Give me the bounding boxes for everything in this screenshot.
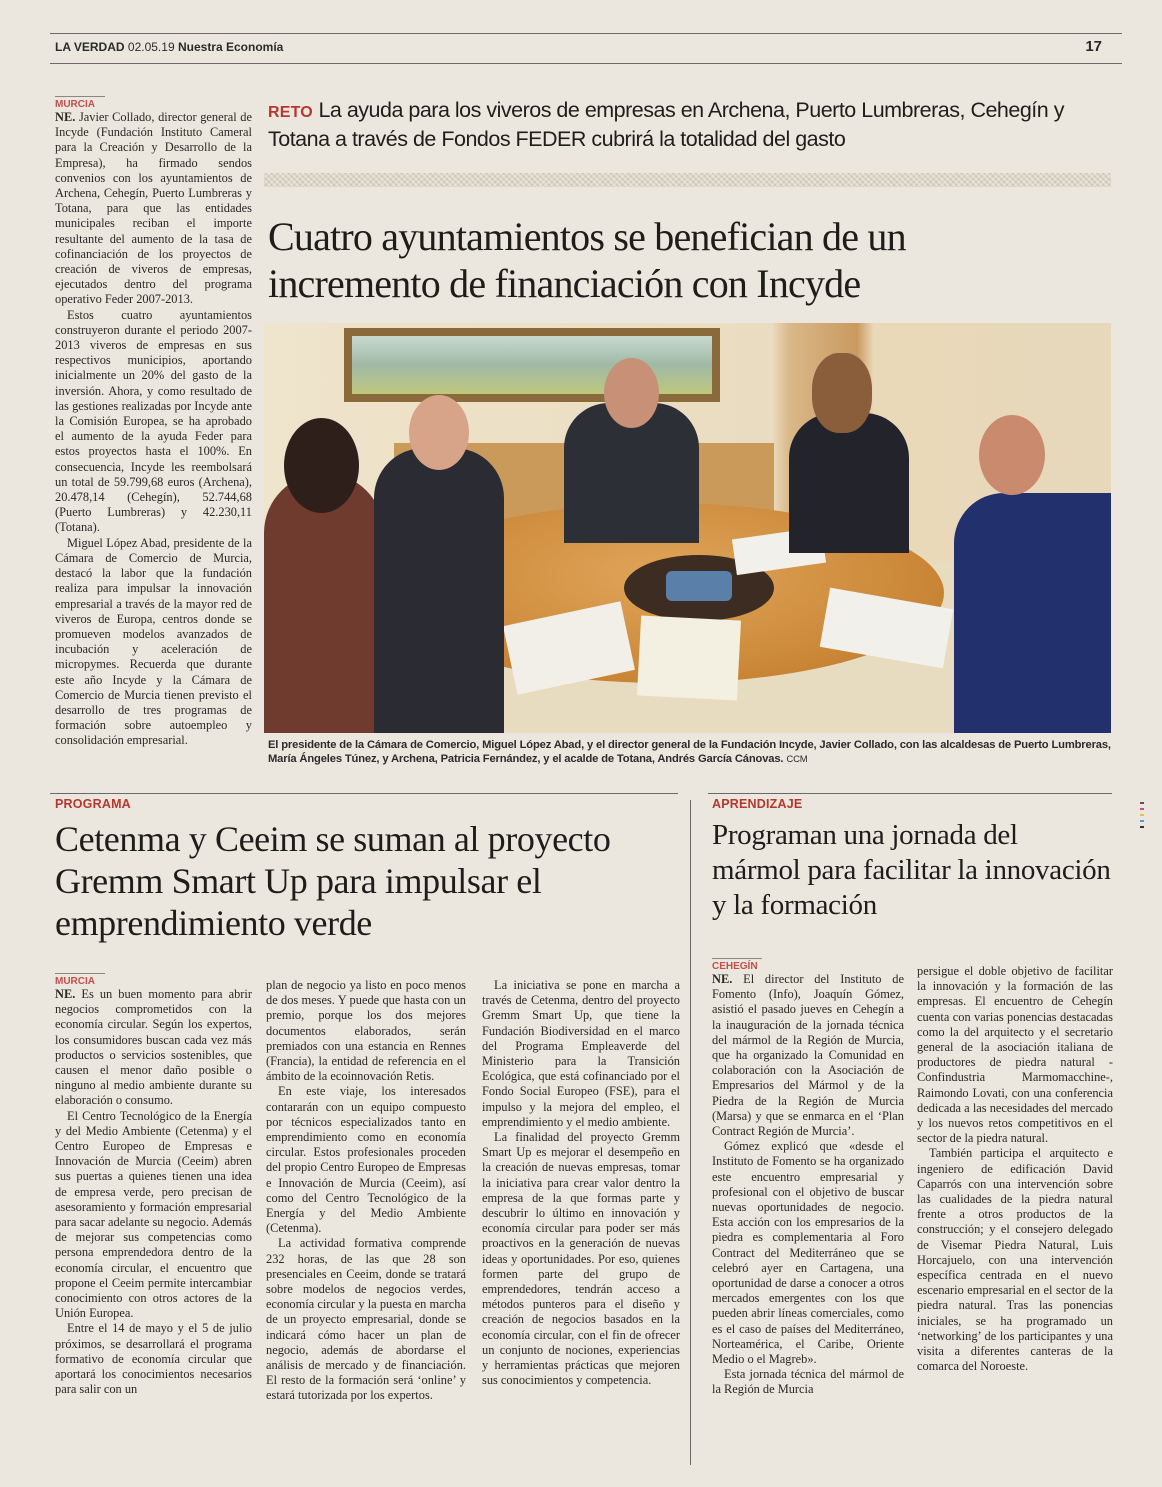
dateline: MURCIA: [55, 976, 95, 987]
section-rule: [708, 793, 1112, 794]
programa-col-3: [482, 978, 680, 1388]
running-header: [55, 40, 283, 54]
programa-headline: Cetenma y Ceeim se suman al proyecto Gremm Smart Up para impulsar el emprendimiento verde: [55, 819, 611, 943]
paragraph: NE. El director del Instituto de Fomento (Info), Joaquín Gómez, asistió el pasado jueves en Cehegín a la inauguración de la jornada técnica del mármol de la Región de Murcia, que ha organizado la Comunidad en colaboración con la Asociación de Empresarios del Mármol y de la Piedra de la Región de Murcia (Marsa) y que se enmarca en el ‘Plan Contract Región de Murcia’.: [712, 972, 904, 1139]
print-registration-marks: [1140, 798, 1144, 832]
paragraph: Entre el 14 de mayo y el 5 de julio próximos, se desarrollará el programa formativo de economía circular que aportará los conocimientos necesarios para salir con un: [55, 1321, 252, 1397]
glass-ashtray: [666, 571, 732, 601]
kicker-aprendizaje: APRENDIZAJE: [712, 797, 803, 811]
programa-col-2: [266, 978, 466, 1404]
publication-name: LA VERDAD: [55, 40, 125, 54]
paragraph: Gómez explicó que «desde el Instituto de Fomento se ha organizado este encuentro empresarial y profesional con el objetivo de buscar nuevas oportunidades de negocio. Esta acción con los empresarios de la piedra es complementaria al Foro Contract del Mediterráneo que se celebró ayer en Cartagena, una oportunidad de darse a conocer a otros mercados emergentes con los que pueden abrir líneas comerciales, como es el caso de países del Mediterráneo, Norteamérica, el Caribe, Oriente Medio o el Magreb».: [712, 1139, 904, 1367]
person-hair: [284, 418, 359, 513]
top-rule: [50, 33, 1122, 34]
aprendizaje-headline: Programan una jornada del mármol para facilitar la innovación y la formación: [712, 819, 1111, 921]
paragraph: NE. Es un buen momento para abrir negocios comprometidos con la economía circular. Según los expertos, los consumidores buscan cada vez más productos o servicios sostenibles, que causen el menor daño posible o ninguno al medio ambiente durante su elaboración o consumo.: [55, 987, 252, 1108]
main-article-body: [55, 96, 252, 749]
dateline: CEHEGÍN: [712, 961, 758, 972]
paragraph: persigue el doble objetivo de facilitar la innovación y la formación de las empresas. El encuentro de Cehegín cuenta con varias ponencias destacadas como la del arquitecto y el secretario general de la asociación italiana de productores de piedra natural -Confindustria Marmomacchine-, Raimondo Lovati, con una conferencia dedicada a las necesidades del mercado y los nuevos retos competitivos en el sector de la piedra natural.: [917, 964, 1113, 1146]
lead-tag: NE.: [712, 972, 733, 986]
dateline-rule: [55, 973, 105, 974]
header-bottom-rule: [50, 63, 1122, 64]
lead-tag: NE.: [55, 110, 76, 124]
paragraph: plan de negocio ya listo en poco menos de dos meses. Y puede que hasta con un premio, porque los dos mejores documentos elaborados, serán premiados con una estancia en Rennes (Francia), la entidad de referencia en el ámbito de la ecoinnovación Retis.: [266, 978, 466, 1084]
document: [637, 615, 741, 700]
meeting-photo: [264, 323, 1111, 733]
dateline-rule: [712, 958, 762, 959]
issue-date: 02.05.19: [127, 40, 175, 54]
photo-caption: El presidente de la Cámara de Comercio, Miguel López Abad, y el director general de la Fundación Incyde, Javier Collado, con las alcaldesas de Puerto Lumbreras, María Ángeles Túnez, y Archena, Patricia Fernández, y el acalde de Totana, Andrés García Cánovas. CCM: [268, 739, 1111, 765]
aprendizaje-col-1: [712, 958, 904, 1398]
paragraph: Miguel López Abad, presidente de la Cámara de Comercio de Murcia, destacó la labor que la fundación realiza para impulsar la innovación empresarial a través de la mayor red de viveros de Europa, centros donde se promueven modelos avanzados de incubación y aceleración de micropymes. Recuerda que durante este año Incyde y la Cámara de Comercio de Murcia tienen previsto el desarrollo de tres programas de formación sobre autoempleo y consolidación empresarial.: [55, 535, 252, 748]
paragraph: Esta jornada técnica del mármol de la Región de Murcia: [712, 1367, 904, 1397]
person-face: [979, 415, 1045, 495]
page-number: 17: [1085, 38, 1102, 55]
main-headline: Cuatro ayuntamientos se benefician de un incremento de financiación con Incyde: [268, 214, 906, 306]
paragraph: La iniciativa se pone en marcha a través de Cetenma, dentro del proyecto Gremm Smart Up, que tiene la Fundación Biodiversidad en el marco del Programa Empleaverde del Ministerio para la Transición Ecológica, que está cofinanciado por el Fondo Social Europeo (FSE), para el impulso y la mejora del empleo, el emprendimiento y el medio ambiente.: [482, 978, 680, 1129]
paragraph: La finalidad del proyecto Gremm Smart Up es mejorar el desempeño en la creación de nuevas empresas, tomar la iniciativa para crear valor dentro la empresa de la que formas parte y descubrir lo último en innovación y economía circular para poder ser más proactivos en la generación de nuevas ideas y oportunidades. Por eso, quienes formen parte del grupo de emprendedores, tendrán acceso a métodos punteros para el diseño y creación de negocios basados en la economía circular, con el fin de ofrecer un conjunto de nociones, experiencias y herramientas prácticas que mejoren sus conocimientos y competencia.: [482, 1130, 680, 1388]
lead-tag: NE.: [55, 987, 76, 1001]
paragraph: El Centro Tecnológico de la Energía y del Medio Ambiente (Cetenma) y el Centro Europeo de Empresas e Innovación de Murcia (Ceeim) abren sus puertas a quienes tienen una idea de empresa verde, pero precisan de asesoramiento y formación empresarial para sacar adelante su negocio. Además de mejorar sus competencias como persona emprendedora dentro de la economía circular, el encuentro que propone el Ceeim permite intercambiar conocimiento con otros actores de la Unión Europea.: [55, 1108, 252, 1321]
wall-painting: [344, 328, 720, 402]
section-name: Nuestra Economía: [177, 40, 284, 54]
person-face: [409, 395, 469, 470]
person-face: [604, 358, 659, 428]
programa-col-1: [55, 973, 252, 1397]
subheadline: RETO La ayuda para los viveros de empresas en Archena, Puerto Lumbreras, Cehegín y Totana a través de Fondos FEDER cubrirá la totalidad del gasto: [268, 98, 1064, 151]
person-man-right: [954, 493, 1111, 733]
kicker-reto: RETO: [268, 104, 313, 121]
decorative-band: [264, 173, 1111, 187]
paragraph: NE. Javier Collado, director general de Incyde (Fundación Instituto Cameral para la Creación y Desarrollo de la Empresa), ha firmado sendos convenios con los ayuntamientos de Archena, Cehegín, Puerto Lumbreras y Totana, para que las entidades municipales reciban el importe resultante del aumento de la tasa de cofinanciación de los proyectos de creación de viveros de empresas, ejecutados dentro del programa operativo Feder 2007-2013.: [55, 110, 252, 307]
column-separator: [690, 800, 691, 1465]
dateline: MURCIA: [55, 99, 95, 110]
paragraph: La actividad formativa comprende 232 horas, de las que 28 son presenciales en Ceeim, donde se tratará sobre modelos de negocios verdes, economía circular y la puesta en marcha de un proyecto empresarial, donde se indicará cómo hacer un plan de negocio, además de abordarse el análisis de mercado y de financiación. El resto de la formación será ‘online’ y estará tutorizada por los expertos.: [266, 1236, 466, 1403]
person-man-left: [374, 448, 504, 733]
paragraph: Estos cuatro ayuntamientos construyeron durante el periodo 2007-2013 viveros de empresas en sus respectivos municipios, aportando inicialmente un 20% del gasto de la inversión. Ahora, y como resultado de las gestiones realizadas por Incyde ante la Comisión Europea, se ha aprobado el aumento de la ayuda Feder para estos proyectos hasta el 100%. En consecuencia, Incyde les reembolsará un total de 59.799,68 euros (Archena), 20.478,14 (Cehegín), 52.744,68 (Puerto Lumbreras) y 42.230,11 (Totana).: [55, 307, 252, 535]
section-rule: [50, 793, 678, 794]
dateline-rule: [55, 96, 105, 97]
kicker-programa: PROGRAMA: [55, 797, 131, 811]
paragraph: En este viaje, los interesados contararán con un equipo compuesto por técnicos especializados tanto en emprendimiento como en economía circular. Estos profesionales proceden del propio Centro Europeo de Empresas e Innovación de Murcia (Ceeim), así como del Centro Tecnológico de la Energía y del Medio Ambiente (Cetenma).: [266, 1084, 466, 1236]
photo-credit: CCM: [786, 754, 808, 765]
aprendizaje-col-2: [917, 964, 1113, 1374]
person-woman-right: [789, 413, 909, 553]
paragraph: También participa el arquitecto e ingeniero de edificación David Caparrós con una intervención sobre las cualidades de la piedra natural frente a otros productos de la construcción; y el consejero delegado de Visemar Piedra Natural, Luis Horcajuelo, con una intervención específica centrada en el nuevo escenario empresarial en el sector de la piedra natural. Tras las ponencias iniciales, se ha programado un ‘networking’ de los participantes y una visita a diferentes canteras de la comarca del Noroeste.: [917, 1146, 1113, 1374]
person-hair: [812, 353, 872, 433]
